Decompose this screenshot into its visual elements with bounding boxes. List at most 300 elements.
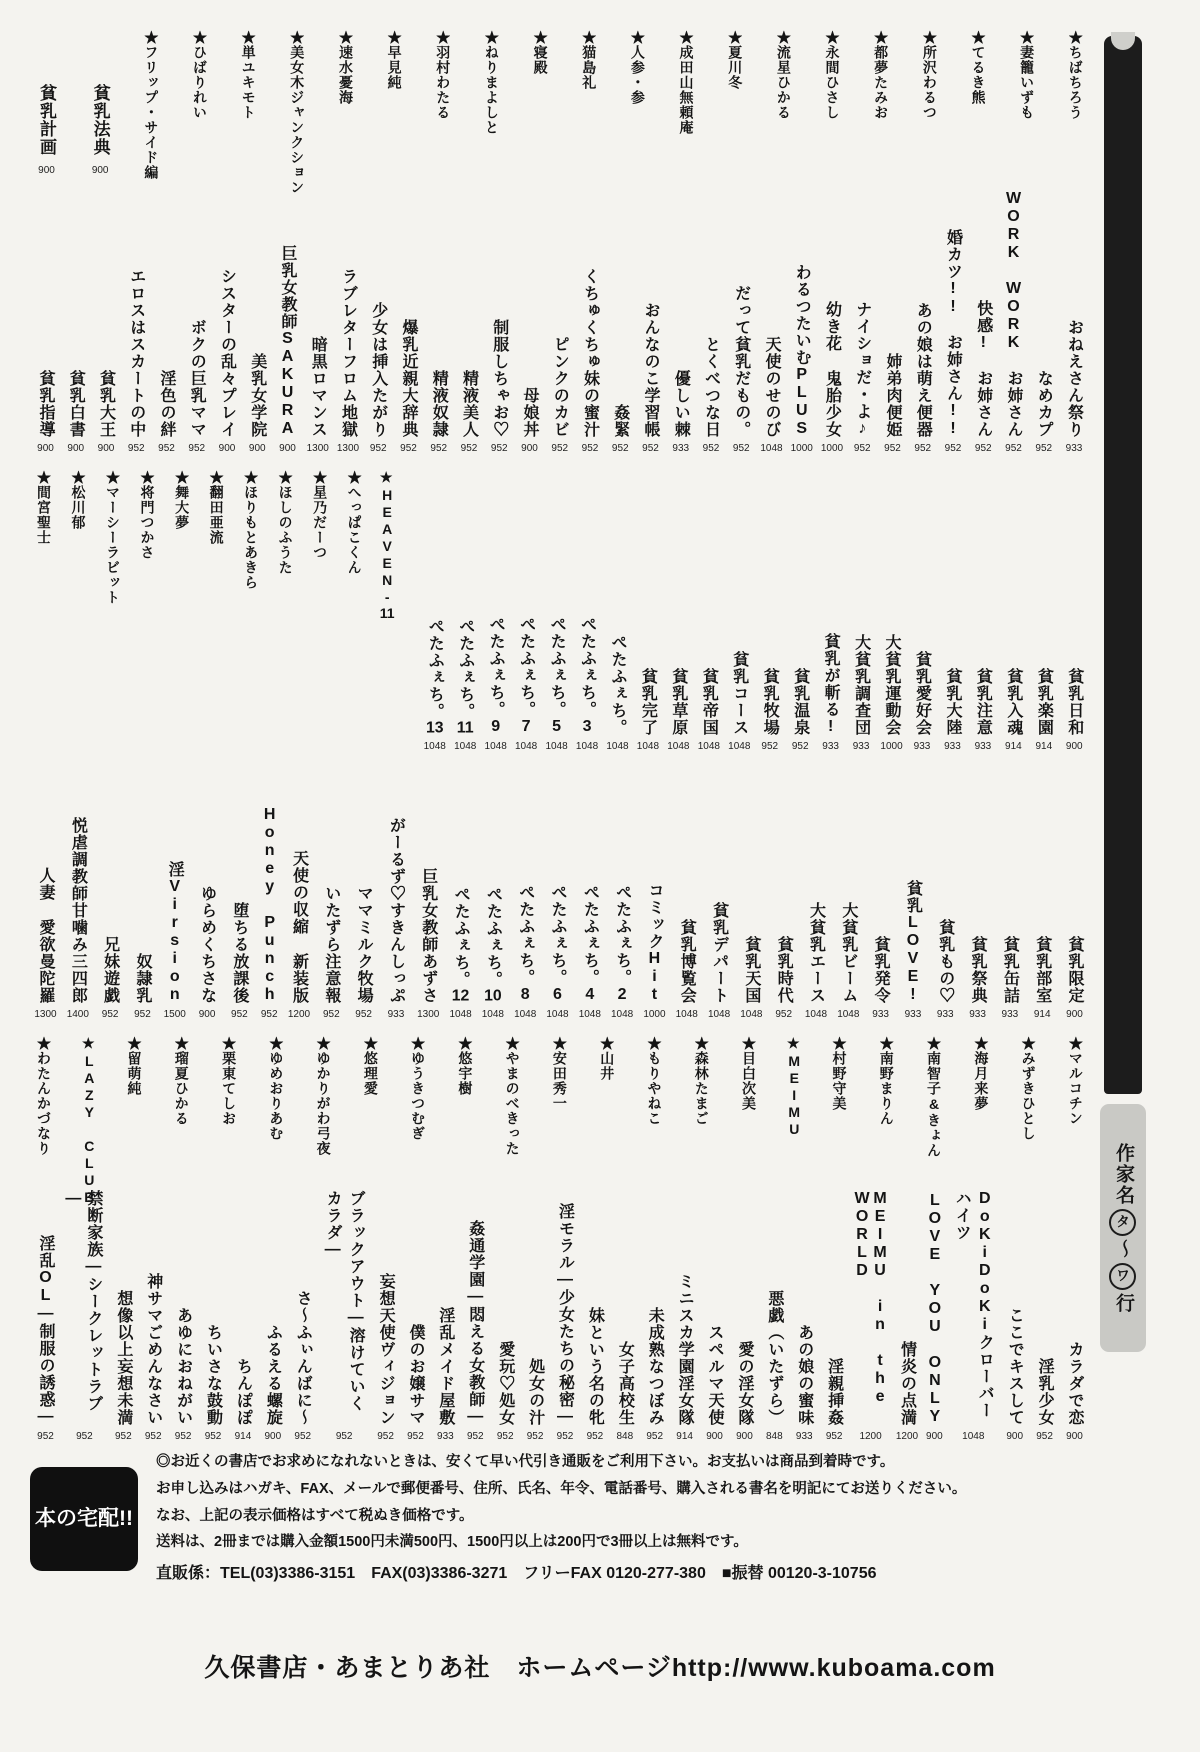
author-index-label: 作家名タ〜ワ行	[1109, 1143, 1137, 1314]
book-title: WORK WORK お姉さん	[1005, 190, 1022, 438]
book-price: 952	[377, 1431, 394, 1442]
book-price: 952	[581, 443, 599, 454]
book-title: 姦通学園―悶える女教師―	[466, 1220, 484, 1426]
book-title: 少女は挿入たがり	[369, 302, 387, 438]
book-entry	[636, 470, 659, 752]
book-entry	[1032, 188, 1055, 454]
book-title: 貧乳草原	[669, 668, 687, 736]
author-name: ★ほしのふうた	[277, 470, 294, 575]
book-price: 952	[825, 1431, 843, 1442]
book-title: 愛玩♡処女	[496, 1341, 514, 1426]
book-entry	[576, 470, 599, 752]
book-title: ぺたふぇち。6	[549, 884, 566, 1004]
author-name: ★ゆうきつむぎ	[410, 1036, 427, 1141]
book-entry	[185, 188, 208, 454]
book-title: カラダで恋	[1066, 1341, 1083, 1426]
book-entry	[320, 762, 343, 1020]
book-title: だって貧乳だもの。	[732, 285, 750, 438]
book-title: LOVE YOU ONLY	[926, 1192, 944, 1426]
book-title: 貧乳時代	[775, 936, 793, 1004]
book-price: 952	[335, 1431, 353, 1442]
book-entry	[669, 188, 692, 454]
book-price: 1048	[545, 741, 568, 752]
book-entry	[911, 188, 934, 454]
book-price: 900	[248, 443, 266, 454]
title-row	[34, 1190, 1086, 1442]
book-title: 淫モラル―少女たちの秘密―	[556, 1203, 574, 1426]
book-price: 952	[642, 443, 659, 454]
band-3	[34, 1036, 1086, 1442]
book-entry	[998, 762, 1021, 1020]
book-title: あの娘の蜜味	[795, 1324, 813, 1426]
book-entry	[142, 1190, 165, 1442]
author-name: ★妻籠いずも	[1019, 30, 1036, 120]
book-price: 1048	[575, 741, 599, 752]
book-title: 妄想天使ヴィジョン	[377, 1273, 395, 1426]
book-price: 933	[437, 1431, 454, 1442]
book-entry	[703, 1190, 726, 1442]
book-entry	[64, 1190, 105, 1442]
book-entry	[609, 188, 632, 454]
book-entry	[99, 762, 122, 1020]
book-entry	[454, 470, 477, 752]
book-price: 952	[134, 1009, 151, 1020]
author-name: ★山井	[599, 1036, 616, 1081]
book-price: 933	[904, 1009, 922, 1020]
book-price: 952	[174, 1431, 192, 1442]
book-title: Honey Punch	[261, 806, 279, 1004]
book-title: 貧乳LOVE!	[904, 880, 922, 1004]
author-name: ★ねりまよしと	[483, 30, 500, 135]
author-name: ★みずきひとし	[1020, 1036, 1037, 1141]
book-title: 情炎の点満	[898, 1341, 916, 1426]
book-entry	[481, 762, 504, 1020]
book-entry	[434, 1190, 457, 1442]
book-title: 大貧乳ビーム	[839, 902, 857, 1004]
author-name: ★ちばちろう	[1067, 30, 1084, 120]
book-entry	[1063, 188, 1086, 454]
book-title: DoKiDoKiクローバーハイツ	[953, 1190, 994, 1419]
book-entry	[384, 762, 407, 1020]
book-title: 貧乳法典	[90, 84, 110, 156]
book-title: 精液奴隷	[430, 370, 448, 438]
book-title: 貧乳コース	[730, 651, 748, 736]
order-line: 送料は、2冊までは購入金額1500円未満500円、1500円以上は200円で3冊以上は無料です。	[156, 1534, 748, 1551]
book-entry	[1031, 762, 1054, 1020]
circled-wa: ワ	[1109, 1263, 1136, 1290]
book-title: ぺたふぇち。4	[581, 884, 599, 1004]
author-name: ★ゆかりがわ弓夜	[315, 1036, 332, 1156]
book-title: 幼き花 鬼胎少女	[823, 301, 841, 438]
book-entry	[494, 1190, 517, 1442]
book-price: 933	[913, 741, 931, 752]
author-name: ★もりやねこ	[646, 1036, 663, 1126]
book-price: 848	[766, 1431, 783, 1442]
book-title: ボクの巨乳ママ	[188, 319, 206, 438]
mail-order-info	[30, 1452, 1090, 1586]
book-title: シスターの乱々プレイ	[218, 268, 236, 438]
book-title: 貧乳博覧会	[678, 919, 696, 1004]
book-title: ぺたふぇち。3	[578, 616, 596, 736]
author-name: ★安田秀一	[551, 1036, 568, 1111]
book-price: 1000	[643, 1009, 666, 1020]
book-price: 1048	[675, 1009, 698, 1020]
band-2	[34, 470, 1086, 1020]
book-price: 1300	[34, 1009, 57, 1020]
book-entry	[925, 1190, 943, 1442]
book-price: 952	[407, 1431, 424, 1442]
book-title: 淫乱OL―制服の誘惑―	[37, 1235, 54, 1426]
author-name: ★翻田亜流	[208, 470, 225, 545]
book-entry	[763, 1190, 786, 1442]
book-title: 貧乳部室	[1033, 936, 1051, 1004]
book-title: 母娘丼	[521, 387, 538, 438]
book-price: 933	[1001, 1009, 1019, 1020]
book-title: ラブレターフロム地獄	[339, 268, 357, 438]
book-price: 900	[218, 443, 236, 454]
book-entry	[423, 470, 446, 752]
book-price: 1048	[606, 741, 629, 752]
spine-bar	[1104, 36, 1142, 1094]
book-entry	[941, 470, 964, 752]
book-title: 想像以上妄想未満	[114, 1290, 132, 1426]
book-price: 933	[974, 741, 992, 752]
book-entry	[790, 188, 813, 454]
book-entry	[95, 188, 118, 454]
book-title: 神サマごめんなさい	[144, 1273, 162, 1426]
circled-ta: タ	[1109, 1209, 1136, 1236]
book-price: 952	[400, 443, 417, 454]
book-title: 淫色の絆	[158, 370, 175, 438]
author-name: ★間宮聖士	[36, 470, 52, 545]
book-title: ぺたふぇち。11	[456, 618, 474, 736]
book-title: 淫Virsion	[166, 861, 184, 1004]
book-price: 900	[198, 1009, 216, 1020]
book-entry	[1063, 470, 1086, 752]
book-entry	[417, 762, 440, 1020]
author-name: ★わたんかづなり	[36, 1036, 52, 1156]
book-entry	[853, 1190, 889, 1442]
book-price: 933	[795, 1431, 813, 1442]
book-price: 952	[369, 443, 387, 454]
book-price: 1048	[514, 741, 538, 752]
author-name: ★てるき熊	[970, 30, 987, 105]
book-title: ちいさな鼓動	[204, 1324, 222, 1426]
book-price: 1048	[962, 1431, 985, 1442]
book-price: 900	[1065, 741, 1083, 752]
book-title: ぺたふぇち。13	[425, 618, 444, 736]
book-price: 952	[231, 1009, 248, 1020]
book-price: 952	[322, 1009, 340, 1020]
book-title: 愛の淫女隊	[735, 1341, 753, 1426]
book-entry	[548, 188, 571, 454]
book-price: 933	[969, 1009, 986, 1020]
book-entry	[1002, 470, 1025, 752]
author-name: ★猫島礼	[581, 30, 598, 90]
book-price: 914	[1033, 1009, 1051, 1020]
book-price: 952	[37, 1431, 54, 1442]
book-price: 952	[490, 443, 508, 454]
book-entry	[34, 1190, 57, 1442]
book-entry	[972, 188, 995, 454]
book-title: 貧乳白書	[67, 370, 85, 438]
author-name: ★マーシーラビット	[105, 470, 122, 605]
book-entry	[546, 762, 569, 1020]
book-entry	[449, 762, 472, 1020]
book-price: 952	[1005, 443, 1022, 454]
book-title: ママミルク牧場	[355, 885, 373, 1004]
title-row	[423, 470, 1086, 752]
book-catalog	[34, 30, 1086, 1442]
author-name: ★HEAVEN-11	[379, 470, 396, 620]
book-price: 1048	[484, 741, 507, 752]
book-entry	[545, 470, 568, 752]
author-name: ★夏川冬	[727, 30, 744, 90]
author-name: ★海月来夢	[973, 1036, 990, 1111]
book-entry	[950, 1190, 996, 1442]
book-title: 大貧乳運動会	[883, 634, 901, 736]
book-title: 妹という名の牝	[586, 1307, 604, 1426]
book-price: 1048	[740, 1009, 763, 1020]
book-price: 952	[114, 1431, 132, 1442]
book-title: 禁断家族―シークレットラブ―	[64, 1190, 102, 1412]
book-price: 952	[732, 443, 750, 454]
book-title: 貧乳帝国	[700, 668, 718, 736]
author-name: ★成田山無頼庵	[678, 30, 695, 135]
author-name: ★舞大夢	[174, 470, 191, 530]
author-name: ★ひばりれい	[191, 30, 208, 120]
book-entry	[760, 188, 783, 454]
title-row	[34, 762, 1086, 1020]
book-price: 952	[188, 443, 206, 454]
book-entry	[675, 762, 698, 1020]
book-title: エロスはスカートの中	[127, 268, 145, 438]
book-title: 制服しちゃお♡	[490, 319, 508, 438]
book-entry	[458, 188, 481, 454]
book-price: 900	[37, 443, 54, 454]
book-title: ここでキスして	[1006, 1307, 1024, 1426]
book-price: 952	[496, 1431, 514, 1442]
book-price: 952	[974, 443, 992, 454]
book-price: 952	[775, 1009, 793, 1020]
book-entry	[934, 762, 957, 1020]
book-title: 淫乳少女	[1036, 1358, 1054, 1426]
book-price: 952	[914, 443, 932, 454]
order-line: お申し込みはハガキ、FAX、メールで郵便番号、住所、氏名、年令、電話番号、購入される書名を明記にてお送りください。	[156, 1480, 967, 1497]
book-price: 900	[279, 443, 296, 454]
book-entry	[64, 188, 87, 454]
title-row	[34, 188, 1086, 454]
book-price: 1048	[454, 741, 477, 752]
book-title: 悦虐調教師甘噛み三四郎	[69, 817, 87, 1004]
book-entry	[1032, 470, 1055, 752]
book-entry	[554, 1190, 577, 1442]
book-entry	[288, 762, 311, 1020]
book-entry	[639, 188, 662, 454]
book-price: 933	[872, 1009, 889, 1020]
delivery-badge: 本の宅配!!	[30, 1467, 138, 1571]
book-title: 悪戯（いたずら）	[765, 1290, 783, 1426]
book-price: 900	[97, 443, 115, 454]
book-entry	[793, 1190, 816, 1442]
book-entry	[1033, 1190, 1056, 1442]
book-title: 僕のお嬢サマ	[406, 1324, 424, 1426]
book-entry	[881, 188, 904, 454]
book-title: 暗黒ロマンス	[309, 336, 327, 438]
book-price: 900	[67, 443, 85, 454]
book-title: 貧乳祭典	[969, 936, 987, 1004]
book-title: さ〜ふぃんばに〜	[294, 1290, 312, 1426]
author-row	[34, 30, 1086, 195]
book-entry	[352, 762, 375, 1020]
book-entry	[772, 762, 795, 1020]
book-title: 貧乳発令	[872, 936, 890, 1004]
book-entry	[515, 470, 538, 752]
book-price: 900	[38, 165, 55, 176]
author-name: ★美女木ジャンクション	[289, 30, 306, 195]
book-price: 1200	[859, 1431, 882, 1442]
book-price: 1200	[287, 1009, 311, 1020]
book-entry	[789, 470, 812, 752]
book-price: 952	[144, 1431, 162, 1442]
author-name: ★将門つかさ	[139, 470, 156, 560]
book-price: 1048	[449, 1009, 472, 1020]
book-entry	[869, 762, 892, 1020]
band-2-upper	[34, 470, 1086, 752]
book-entry	[397, 188, 420, 454]
author-name: ★目白次美	[740, 1036, 757, 1111]
book-title: 貧乳牧場	[761, 668, 779, 736]
book-title: 兄妹遊戯	[101, 936, 119, 1004]
book-title: ぺたふぇち。2	[613, 884, 631, 1004]
book-entry	[583, 1190, 606, 1442]
book-title: 貧乳温泉	[791, 668, 809, 736]
book-entry	[673, 1190, 696, 1442]
book-price: 1048	[546, 1009, 569, 1020]
book-price: 952	[853, 443, 871, 454]
book-price: 900	[1006, 1431, 1024, 1442]
book-entry	[260, 762, 278, 1020]
author-name: ★永間ひさし	[824, 30, 841, 120]
book-price: 952	[430, 443, 448, 454]
book-entry	[34, 188, 57, 454]
book-price: 1000	[790, 443, 813, 454]
book-price: 1048	[667, 741, 690, 752]
book-price: 914	[676, 1431, 693, 1442]
book-title: ぺたふぇち。7	[517, 616, 535, 736]
book-price: 952	[466, 1431, 484, 1442]
book-title: 精液美人	[460, 370, 478, 438]
book-title: 処女の汁	[526, 1358, 544, 1426]
book-title: ミニスカ学園淫女隊	[676, 1273, 694, 1426]
book-entry	[125, 188, 148, 454]
book-price: 952	[556, 1431, 574, 1442]
book-title: がーるず♡すきんしっぷ	[387, 817, 405, 1004]
book-entry	[728, 470, 751, 752]
book-entry	[246, 188, 269, 454]
book-price: 848	[616, 1431, 634, 1442]
book-entry	[1063, 1190, 1086, 1442]
book-price: 1048	[514, 1009, 537, 1020]
book-title: 貧乳大陸	[943, 668, 961, 736]
book-entry	[276, 188, 299, 454]
book-entry	[404, 1190, 427, 1442]
book-price: 1500	[163, 1009, 186, 1020]
book-price: 900	[1066, 1431, 1083, 1442]
book-entry	[1063, 762, 1086, 1020]
book-entry	[643, 762, 666, 1020]
book-entry	[524, 1190, 547, 1442]
order-instructions	[156, 1452, 1090, 1586]
book-entry	[216, 188, 239, 454]
order-line: なお、上記の表示価格はすべて税ぬき価格です。	[156, 1507, 474, 1524]
book-title: とくべつな日	[702, 336, 720, 438]
author-name: ★単ユキモト	[240, 30, 257, 120]
book-price: 933	[944, 741, 961, 752]
book-title: わるつたいむPLUS	[793, 264, 811, 438]
book-title: 未成熟なつぼみ	[646, 1307, 664, 1426]
book-title: 貧乳日和	[1065, 668, 1083, 736]
book-title: ぺたふぇち。	[608, 634, 626, 736]
book-title: 大貧乳調査団	[852, 634, 870, 736]
book-title: 美乳女学院	[248, 353, 266, 438]
book-price: 914	[1035, 741, 1053, 752]
book-price: 1048	[760, 443, 783, 454]
author-name: ★ゆめおりあむ	[268, 1036, 285, 1141]
book-price: 952	[526, 1431, 544, 1442]
book-title: なめカプ	[1035, 370, 1053, 438]
book-title: 優しい棘	[672, 370, 690, 438]
book-price: 1000	[820, 443, 844, 454]
book-title: 淫親挿姦	[825, 1358, 843, 1426]
book-entry	[667, 470, 690, 752]
author-name: ★留萌純	[126, 1036, 143, 1096]
book-entry	[514, 762, 537, 1020]
book-entry	[291, 1190, 314, 1442]
book-entry	[895, 1190, 918, 1442]
author-name: ★星乃だーつ	[312, 470, 329, 560]
book-price: 1300	[306, 443, 329, 454]
book-entry	[823, 1190, 846, 1442]
book-price: 952	[76, 1431, 93, 1442]
book-entry	[88, 84, 113, 176]
book-title: あゆにおねがい	[174, 1307, 192, 1426]
author-name: ★へっぱこくん	[346, 470, 363, 575]
book-entry	[337, 188, 360, 454]
book-price: 1048	[423, 741, 446, 752]
author-name: ★速水憂海	[337, 30, 354, 105]
book-title: 貧乳愛好会	[913, 651, 931, 736]
book-title: 巨乳女教師SAKURA	[279, 245, 296, 438]
book-price: 952	[702, 443, 720, 454]
book-title: 貧乳大王	[97, 370, 115, 438]
book-entry	[367, 188, 390, 454]
author-name: ★ほりもとあきら	[243, 470, 260, 590]
author-name: ★人参・参	[629, 30, 646, 105]
book-title: ぺたふぇち。12	[451, 886, 470, 1004]
book-title: ゆらめくちさな	[198, 885, 216, 1004]
author-name: ★南智子&きょん	[926, 1036, 943, 1158]
book-price: 952	[355, 1009, 372, 1020]
book-entry	[911, 470, 934, 752]
book-title: 快感! お姉さん	[974, 300, 992, 438]
book-entry	[613, 1190, 636, 1442]
book-price: 1000	[880, 741, 903, 752]
book-entry	[196, 762, 219, 1020]
book-entry	[730, 188, 753, 454]
book-title: ぺたふぇち。9	[487, 616, 505, 736]
book-entry	[805, 762, 828, 1020]
